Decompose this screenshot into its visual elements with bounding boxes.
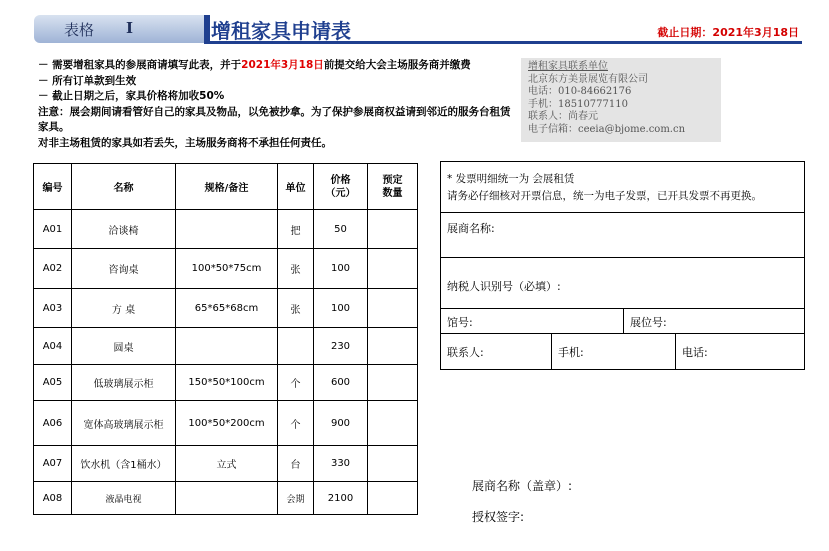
contact-phone: 电话：010-84662176 xyxy=(528,86,632,98)
item-code: A05 xyxy=(34,365,72,401)
item-qty-input[interactable] xyxy=(368,482,418,515)
table-row xyxy=(34,482,418,515)
item-qty-input[interactable] xyxy=(368,401,418,446)
item-unit: 个 xyxy=(278,365,314,401)
item-spec: 立式 xyxy=(176,446,278,482)
contact-title: 增租家具联系单位 xyxy=(528,61,608,72)
col-header-price: 价格 （元） xyxy=(314,164,368,210)
table-row xyxy=(34,401,418,446)
contact-company: 北京东方美景展览有限公司 xyxy=(528,73,648,85)
item-price: 100 xyxy=(314,249,368,289)
exhibitor-seal-label: 展商名称（盖章）: xyxy=(472,479,573,493)
invoice-note-2: 请务必仔细核对开票信息，统一为电子发票，已开具发票不再更换。 xyxy=(447,190,762,202)
item-unit: 台 xyxy=(278,446,314,482)
item-spec: 150*50*100cm xyxy=(176,365,278,401)
item-spec: 100*50*75cm xyxy=(176,249,278,289)
authorized-signature-label: 授权签字: xyxy=(472,510,525,524)
contact-mobile: 手机：18510777110 xyxy=(528,98,628,110)
item-unit: 个 xyxy=(278,401,314,446)
col-header-unit: 单位 xyxy=(278,164,314,210)
note-line-2: － 所有订单款到生效 xyxy=(38,74,137,87)
item-spec xyxy=(176,482,278,515)
instructions xyxy=(38,58,518,151)
item-name: 饮水机（含1桶水） xyxy=(72,446,176,482)
item-code: A07 xyxy=(34,446,72,482)
hall-number-field[interactable]: 馆号: xyxy=(441,309,624,333)
item-price: 2100 xyxy=(314,482,368,515)
item-name: 低玻璃展示柜 xyxy=(72,365,176,401)
col-header-qty: 预定 数量 xyxy=(368,164,418,210)
contact-person-field[interactable]: 联系人: xyxy=(441,334,552,369)
item-price: 900 xyxy=(314,401,368,446)
item-unit: 张 xyxy=(278,289,314,328)
form-tab xyxy=(34,15,204,43)
furniture-table xyxy=(33,163,418,515)
deadline-label: 截止日期：2021年3月18日 xyxy=(657,26,799,39)
invoice-note-row xyxy=(441,162,804,213)
item-spec: 65*65*68cm xyxy=(176,289,278,328)
item-code: A03 xyxy=(34,289,72,328)
note-line-1: － 需要增租家具的参展商请填写此表，并于2021年3月18日前提交给大会主场服务商并缴费 xyxy=(38,59,471,71)
item-unit: 张 xyxy=(278,249,314,289)
item-spec xyxy=(176,328,278,365)
item-name: 方 桌 xyxy=(72,289,176,328)
item-unit xyxy=(278,328,314,365)
mobile-field[interactable]: 手机: xyxy=(552,334,676,369)
item-name: 液晶电视 xyxy=(72,482,176,515)
table-header-row xyxy=(34,164,418,210)
page-title: 增租家具申请表 xyxy=(211,19,351,43)
col-header-spec: 规格/备注 xyxy=(176,164,278,210)
item-price: 330 xyxy=(314,446,368,482)
contact-row xyxy=(441,334,804,369)
note-line-3: － 截止日期之后，家具价格将加收50% xyxy=(38,90,225,102)
item-unit: 会期 xyxy=(278,482,314,515)
item-name: 圆桌 xyxy=(72,328,176,365)
table-row xyxy=(34,289,418,328)
item-name: 咨询桌 xyxy=(72,249,176,289)
item-code: A04 xyxy=(34,328,72,365)
contact-person: 联系人：尚春元 xyxy=(528,111,598,123)
table-row xyxy=(34,446,418,482)
phone-field[interactable]: 电话: xyxy=(682,346,708,359)
item-price: 230 xyxy=(314,328,368,365)
item-price: 100 xyxy=(314,289,368,328)
table-row xyxy=(34,328,418,365)
item-qty-input[interactable] xyxy=(368,249,418,289)
table-row xyxy=(34,210,418,249)
item-spec xyxy=(176,210,278,249)
item-qty-input[interactable] xyxy=(368,328,418,365)
invoice-info-box xyxy=(440,161,805,370)
tax-id-label: 纳税人识别号（必填）: xyxy=(447,280,561,293)
item-qty-input[interactable] xyxy=(368,289,418,328)
item-unit: 把 xyxy=(278,210,314,249)
item-code: A06 xyxy=(34,401,72,446)
item-qty-input[interactable] xyxy=(368,446,418,482)
hall-booth-row xyxy=(441,309,804,334)
note-line-5: 对非主场租赁的家具如若丢失，主场服务商将不承担任何责任。 xyxy=(38,136,332,149)
invoice-note-1: * 发票明细统一为 会展租赁 xyxy=(447,173,575,185)
deadline-date: 2021年3月18日 xyxy=(241,59,324,71)
item-qty-input[interactable] xyxy=(368,365,418,401)
tax-id-field[interactable] xyxy=(441,258,804,309)
form-tab-number: I xyxy=(126,19,134,37)
exhibitor-name-label: 展商名称: xyxy=(447,222,495,235)
booth-number-field[interactable]: 展位号: xyxy=(630,316,667,329)
item-price: 50 xyxy=(314,210,368,249)
item-qty-input[interactable] xyxy=(368,210,418,249)
exhibitor-name-field[interactable] xyxy=(441,213,804,258)
item-code: A02 xyxy=(34,249,72,289)
item-price: 600 xyxy=(314,365,368,401)
item-code: A01 xyxy=(34,210,72,249)
item-spec: 100*50*200cm xyxy=(176,401,278,446)
contact-box xyxy=(521,58,721,142)
form-tab-label: 表格 xyxy=(64,21,95,39)
item-code: A08 xyxy=(34,482,72,515)
item-name: 洽谈椅 xyxy=(72,210,176,249)
item-name: 宽体高玻璃展示柜 xyxy=(72,401,176,446)
table-row xyxy=(34,249,418,289)
note-line-4: 注意：展会期间请看管好自己的家具及物品，以免被抄拿。为了保护参展商权益请到邻近的服务台租赁家具。 xyxy=(38,105,511,133)
col-header-code: 编号 xyxy=(34,164,72,210)
contact-email: 电子信箱：ceeia@bjome.com.cn xyxy=(528,123,686,135)
table-row xyxy=(34,365,418,401)
col-header-name: 名称 xyxy=(72,164,176,210)
